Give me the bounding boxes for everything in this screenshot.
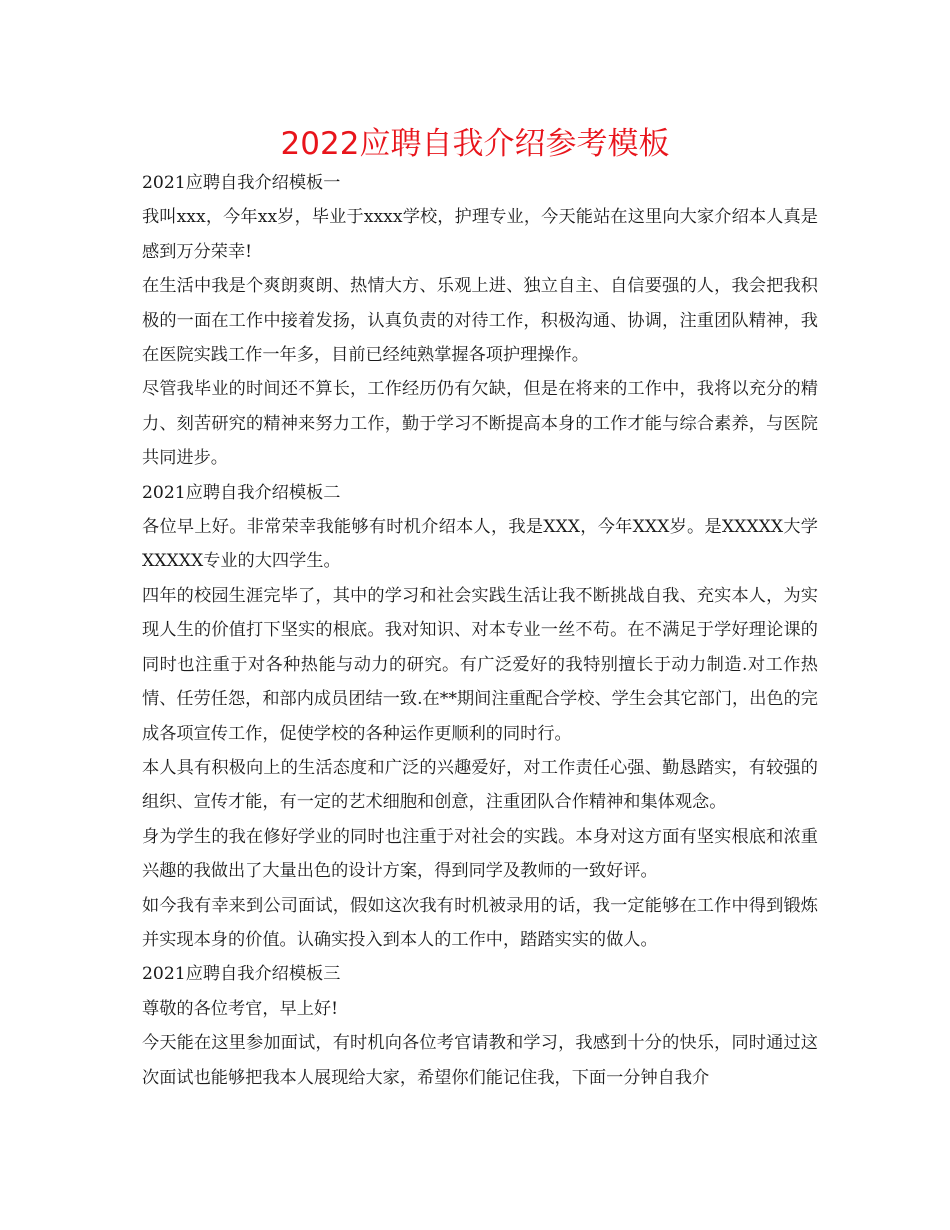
document-body	[142, 166, 818, 1095]
paragraph: 四年的校园生涯完毕了，其中的学习和社会实践生活让我不断挑战自我、充实本人，为实现人生的价值打下坚实的根底。我对知识、对本专业一丝不苟。在不满足于学好理论课的同时也注重于对各种热能与动力的研究。有广泛爱好的我特别擅长于动力制造.对工作热情、任劳任怨，和部内成员团结一致.在**期间注重配合学校、学生会其它部门，出色的完成各项宣传工作，促使学校的各种运作更顺利的同时行。	[142, 585, 818, 744]
paragraph: 今天能在这里参加面试，有时机向各位考官请教和学习，我感到十分的快乐，同时通过这次面试也能够把我本人展现给大家，希望你们能记住我，下面一分钟自我介	[142, 1033, 818, 1088]
paragraph: 尊敬的各位考官，早上好!	[142, 998, 338, 1019]
paragraph: 如今我有幸来到公司面试，假如这次我有时机被录用的话，我一定能够在工作中得到锻炼并实现本身的价值。认确实投入到本人的工作中，踏踏实实的做人。	[142, 895, 818, 950]
paragraph: 本人具有积极向上的生活态度和广泛的兴趣爱好，对工作责任心强、勤恳踏实，有较强的组织、宣传才能，有一定的艺术细胞和创意，注重团队合作精神和集体观念。	[142, 757, 818, 813]
document-title: 2022应聘自我介绍参考模板	[280, 126, 670, 162]
paragraph: 在生活中我是个爽朗爽朗、热情大方、乐观上进、独立自主、自信要强的人，我会把我积极的一面在工作中接着发扬，认真负责的对待工作，积极沟通、协调，注重团队精神，我在医院实践工作一年多，目前已经纯熟掌握各项护理操作。	[142, 276, 818, 366]
paragraph: 各位早上好。非常荣幸我能够有时机介绍本人，我是XXX，今年XXX岁。是XXXXX大学XXXXX专业的大四学生。	[142, 517, 818, 572]
paragraph: 身为学生的我在修好学业的同时也注重于对社会的实践。本身对这方面有坚实根底和浓重兴趣的我做出了大量出色的设计方案，得到同学及教师的一致好评。	[142, 826, 818, 882]
section-heading-template-1: 2021应聘自我介绍模板一	[142, 173, 341, 193]
section-heading-template-2: 2021应聘自我介绍模板二	[142, 482, 341, 503]
paragraph: 我叫xxx，今年xx岁，毕业于xxxx学校，护理专业，今天能站在这里向大家介绍本人真是感到万分荣幸!	[142, 207, 818, 262]
section-heading-template-3: 2021应聘自我介绍模板三	[142, 964, 341, 985]
paragraph: 尽管我毕业的时间还不算长，工作经历仍有欠缺，但是在将来的工作中，我将以充分的精力、刻苦研究的精神来努力工作，勤于学习不断提高本身的工作才能与综合素养，与医院共同进步。	[142, 379, 818, 469]
